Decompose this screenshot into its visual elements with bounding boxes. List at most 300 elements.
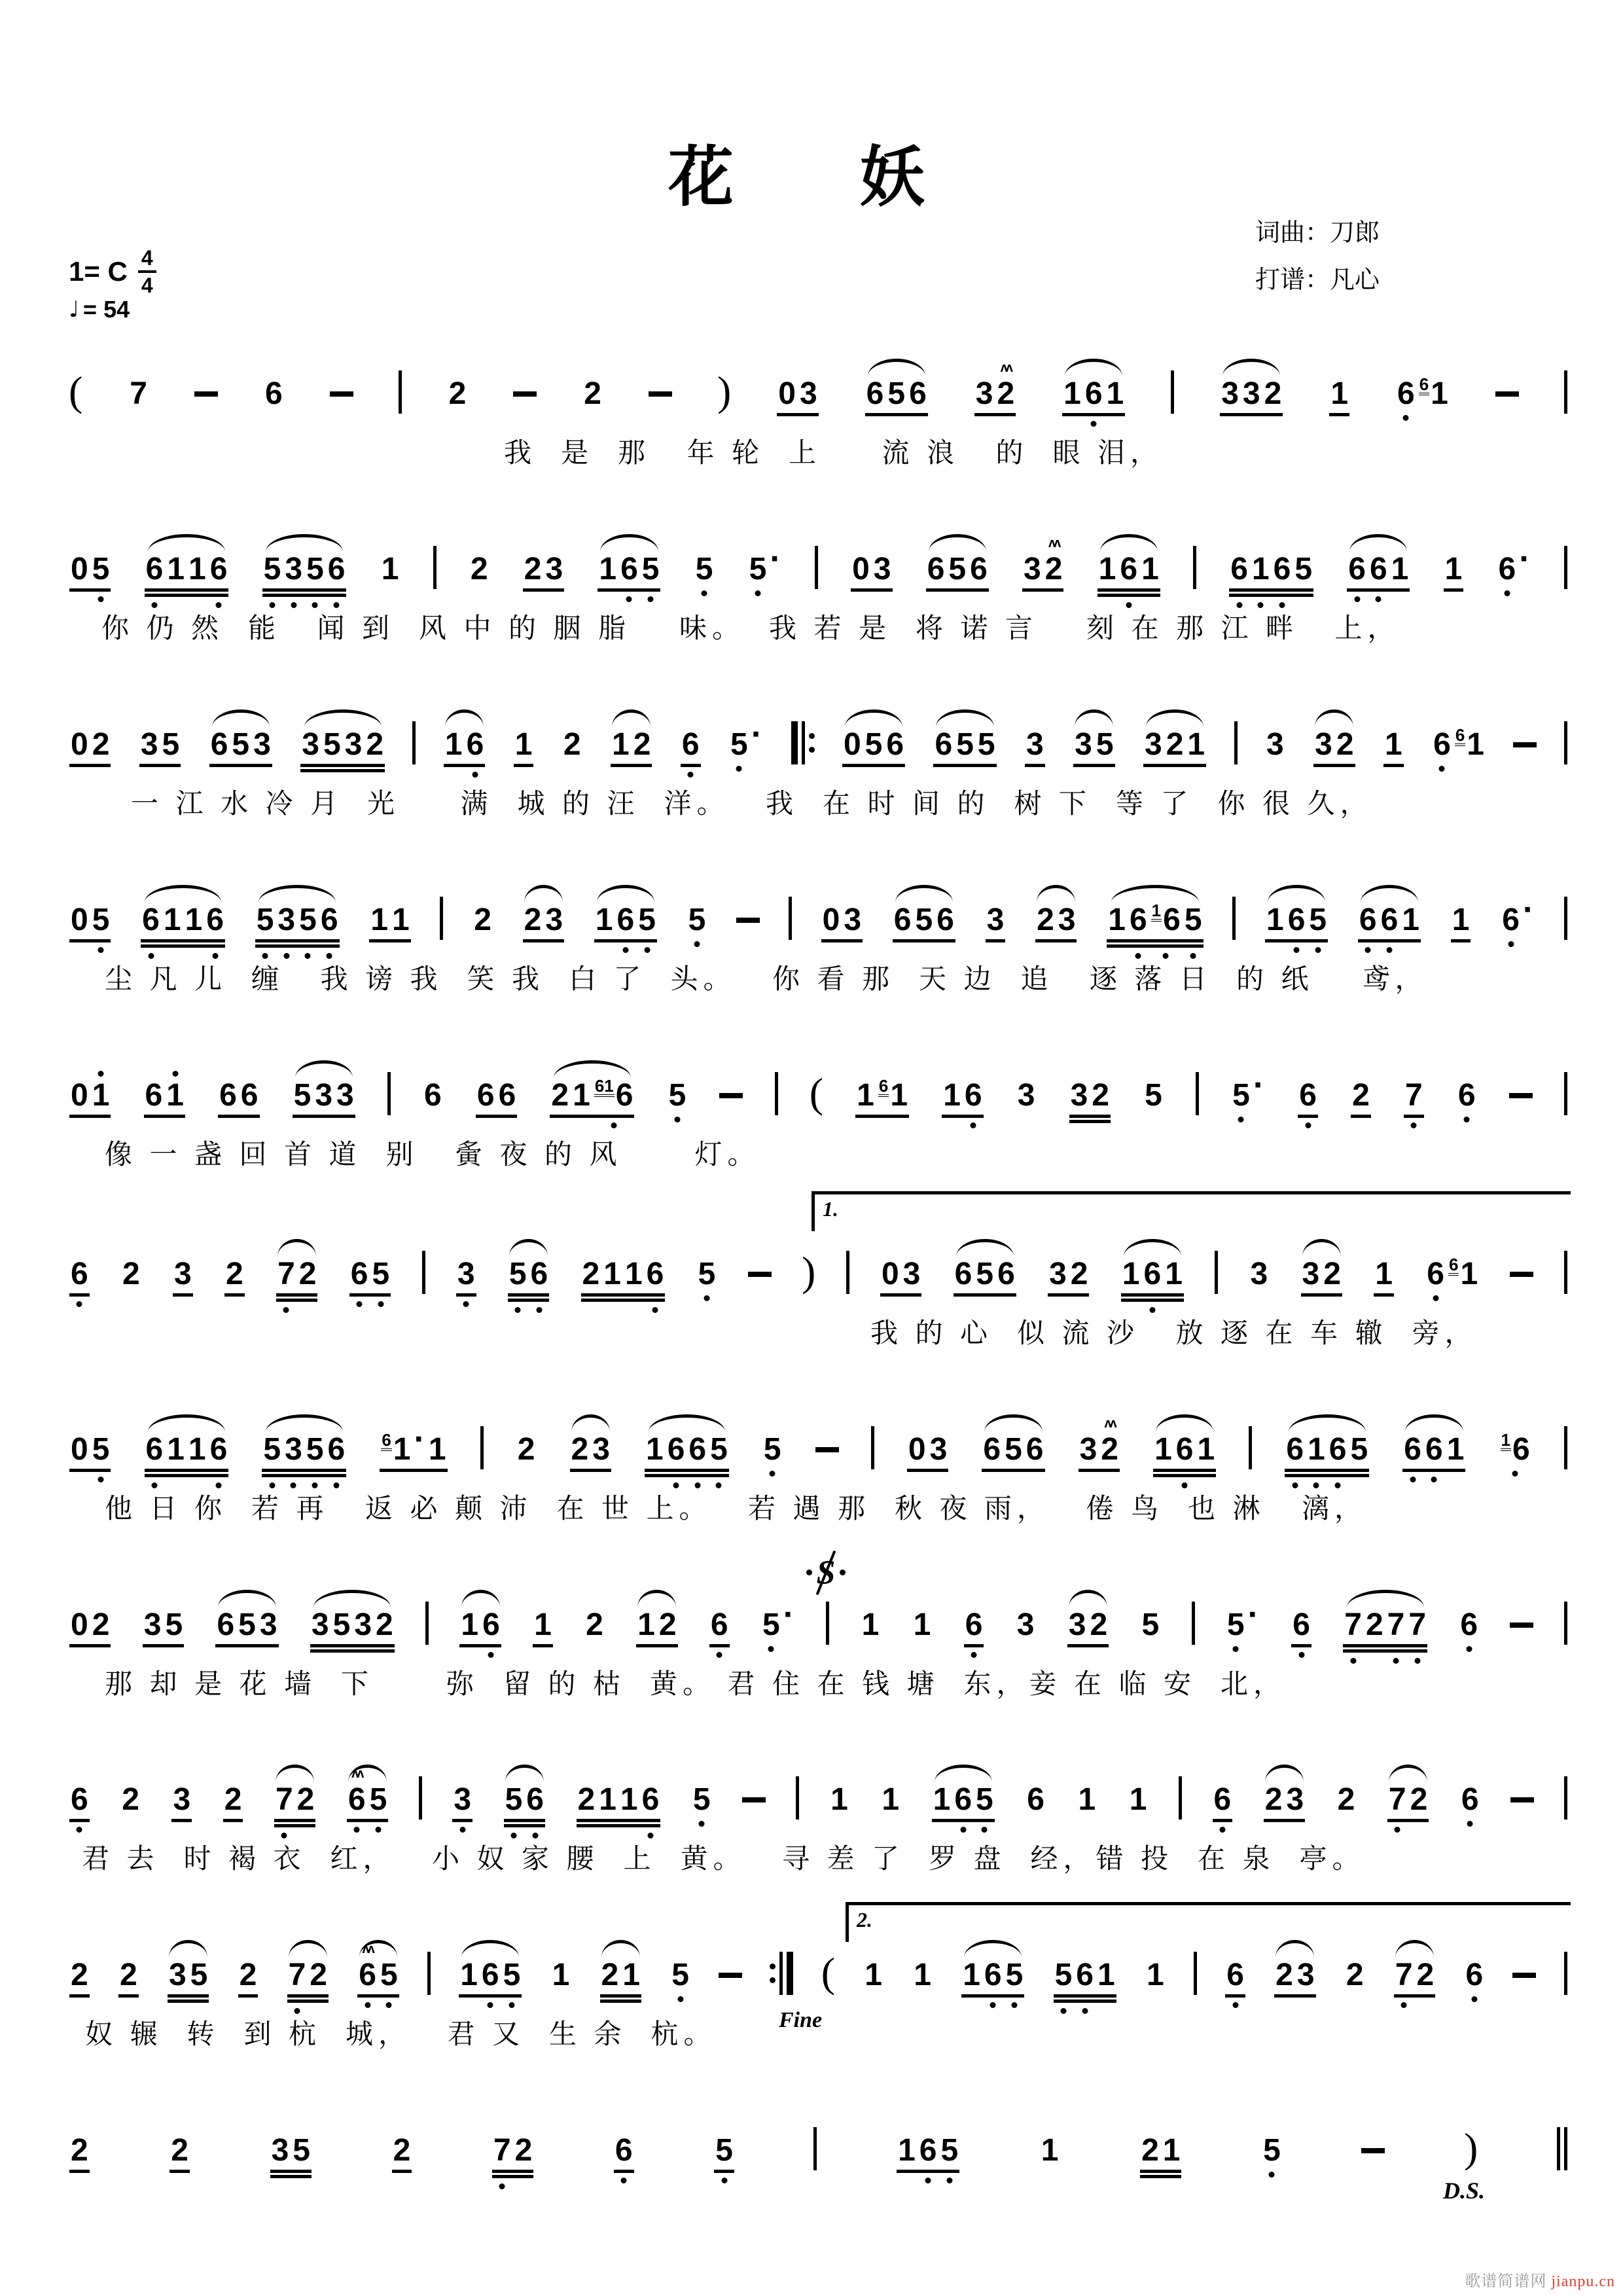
dash-rest	[736, 918, 760, 923]
note-group	[1212, 1784, 1234, 1816]
note: 1	[460, 1958, 478, 1992]
octave-dot-low	[1467, 1821, 1473, 1827]
note: 5	[323, 727, 341, 762]
note: 1	[933, 1782, 951, 1817]
note: 5	[304, 554, 326, 585]
notation-row	[69, 1767, 1567, 1816]
octave-dot-low	[716, 1482, 722, 1488]
note-group	[167, 1960, 209, 1991]
barline	[1564, 370, 1567, 414]
note: 3	[1024, 552, 1041, 586]
note: 1	[1444, 552, 1463, 586]
octave-dot-low	[291, 1482, 296, 1488]
note: 3	[302, 727, 319, 762]
note-group	[680, 729, 702, 761]
note-group	[1015, 1609, 1037, 1641]
music-system-8	[69, 1592, 1567, 1698]
note: 3	[354, 1607, 372, 1642]
note-group	[613, 2135, 635, 2166]
barline	[1196, 1072, 1199, 1115]
octave-dot-low	[1219, 1827, 1225, 1833]
note-group	[1225, 1598, 1260, 1641]
note: 1	[882, 1782, 900, 1817]
dash-rest	[513, 391, 537, 397]
notation-row	[69, 712, 1567, 761]
dash-rest	[1495, 391, 1519, 397]
note-group	[120, 1259, 142, 1290]
music-system-6	[69, 1242, 1567, 1348]
note: 5	[261, 1434, 283, 1465]
key-text: 1= C	[69, 256, 128, 287]
watermark-site: 歌谱简谱网	[1465, 2273, 1547, 2290]
note: 6 1	[1419, 374, 1448, 411]
note: 7	[276, 1259, 297, 1290]
barline	[815, 546, 818, 589]
octave-dot-low	[216, 602, 222, 608]
note: 1	[370, 903, 388, 937]
note-group	[169, 2135, 190, 2166]
note: 2	[470, 552, 488, 586]
note: 5	[90, 905, 112, 936]
barline	[770, 1952, 793, 1995]
note-group	[963, 1609, 985, 1641]
note: 2	[92, 727, 110, 762]
note: 6	[1431, 729, 1453, 761]
note: 1	[1162, 2133, 1181, 2168]
octave-dot-low	[626, 596, 632, 602]
octave-dot-low	[365, 2002, 370, 2008]
note-group	[842, 729, 906, 761]
note-group	[863, 1960, 884, 1991]
note: 2	[224, 1782, 242, 1817]
note: 5	[1183, 905, 1204, 936]
note: 6	[1463, 1960, 1485, 1991]
note: 1	[514, 727, 533, 762]
note: 1	[552, 1958, 570, 1992]
note-group	[1459, 1784, 1481, 1816]
note: 6	[208, 554, 230, 585]
note: 6	[204, 905, 226, 936]
note-group	[1053, 1960, 1117, 1991]
octave-dot-low	[212, 953, 218, 959]
dash-rest	[194, 391, 218, 397]
barline	[791, 721, 815, 764]
note: 6	[476, 1078, 495, 1113]
note: 6	[954, 1257, 972, 1291]
note: 6	[1128, 905, 1149, 936]
octave-dot-low	[1335, 1482, 1341, 1488]
note-group	[1499, 1430, 1532, 1467]
note: 6	[935, 727, 953, 762]
note: 2	[239, 1958, 257, 1992]
note: 0	[71, 1432, 88, 1467]
note: 2	[1337, 1782, 1355, 1817]
note-group	[892, 905, 956, 936]
note-group	[1061, 378, 1126, 410]
note-group	[762, 1434, 783, 1465]
note: 2	[563, 727, 581, 762]
note: 6	[963, 1080, 984, 1111]
note-group	[452, 1784, 473, 1816]
note: 6	[1456, 1080, 1478, 1111]
note-group	[380, 554, 401, 585]
note-group	[1383, 729, 1404, 761]
grace-note: 1	[1501, 1430, 1510, 1450]
note: 6	[618, 554, 640, 585]
note: 0	[71, 903, 88, 937]
note-group	[472, 905, 493, 936]
note: 6	[1224, 1960, 1246, 1991]
note-group	[1143, 1080, 1164, 1111]
time-signature	[138, 247, 156, 296]
note-group	[1106, 901, 1204, 937]
note: 5	[293, 1078, 312, 1113]
note: 5	[636, 905, 658, 936]
dash-rest	[742, 1797, 766, 1803]
octave-dot-low	[291, 602, 296, 608]
note: 6 ʌʌ	[346, 1784, 368, 1816]
lyrics-row: 那 却 是 花 墙 下 弥 留 的 枯 黄。 君 住 在 钱 塘 东，妾 在 临 安 北，	[105, 1670, 1287, 1700]
note-group	[513, 729, 535, 761]
note: 1	[603, 1257, 621, 1291]
note: 5	[728, 729, 750, 761]
lyrics-row: 一 江 水 冷 月 光 满 城 的 汪 洋。 我 在 时 间 的 树 下 等 了 你 很 久，	[131, 789, 1373, 819]
note-group	[933, 729, 997, 761]
notation-row	[69, 1942, 1567, 1996]
paren: )	[1463, 2125, 1478, 2171]
note-group	[262, 554, 348, 585]
note: 6	[997, 1257, 1015, 1291]
augmentation-dot: ·	[1519, 540, 1531, 578]
octave-dot-low	[960, 1827, 966, 1833]
note: 2	[1090, 1607, 1108, 1642]
volta-2-label: 2.	[857, 1908, 872, 1931]
notation-row	[69, 888, 1567, 936]
note-group	[821, 905, 863, 936]
note: 1	[1063, 376, 1081, 411]
note: 6	[144, 1434, 166, 1465]
note-group	[1152, 1434, 1217, 1465]
note: 5	[1004, 1960, 1026, 1991]
note: 1	[1452, 903, 1470, 937]
note: 0	[843, 727, 861, 762]
note-group	[569, 1434, 612, 1465]
note-group	[1139, 1609, 1161, 1641]
note-group	[287, 1960, 329, 1991]
note: 2	[1070, 1257, 1088, 1291]
note: 7	[130, 376, 147, 411]
octave-dot-low	[1258, 602, 1264, 608]
note-group	[1263, 1784, 1306, 1816]
note: 3	[173, 1782, 191, 1817]
dash-rest	[330, 391, 353, 397]
octave-dot-low	[1236, 602, 1242, 608]
note: 6	[1291, 1609, 1312, 1641]
note: 2	[122, 1257, 140, 1291]
note: 2	[393, 2133, 411, 2168]
note: 6	[208, 1434, 230, 1465]
note: 1	[1141, 552, 1159, 586]
barline	[1564, 1251, 1567, 1294]
note: 1	[391, 903, 410, 937]
note-group	[422, 1080, 444, 1111]
note: 5	[1294, 552, 1313, 586]
note-group	[346, 1767, 389, 1817]
note-group	[1346, 554, 1410, 585]
octave-dot-low	[1365, 947, 1371, 953]
note: 6	[264, 376, 283, 411]
note: 5	[687, 905, 708, 936]
note: 7	[491, 2135, 513, 2166]
note: 2	[310, 1958, 327, 1992]
note: 5	[713, 2135, 735, 2166]
note: 3	[592, 1432, 610, 1467]
note: 6	[210, 727, 228, 762]
volta-bracket-2	[846, 1902, 1571, 1942]
tempo-value: = 54	[83, 296, 130, 323]
barline	[1564, 721, 1567, 764]
repeat-dots	[770, 1954, 776, 1992]
note: 6	[952, 1784, 974, 1816]
note-group	[687, 905, 708, 936]
note: 5	[974, 1784, 995, 1816]
octave-dot-low	[334, 602, 340, 608]
barline	[826, 1602, 829, 1645]
note: 6	[1346, 554, 1368, 585]
note: 5	[507, 1259, 529, 1290]
note-group	[1297, 1080, 1319, 1111]
octave-dot-low	[1512, 1471, 1518, 1477]
note-group	[599, 1960, 642, 1991]
note: 2	[448, 376, 467, 411]
note-group	[1224, 1960, 1246, 1991]
note: 5	[232, 727, 250, 762]
barline	[480, 1426, 484, 1469]
volta-bracket-1	[812, 1191, 1571, 1231]
note-group	[760, 1598, 796, 1641]
octave-dot-low	[1238, 1117, 1244, 1122]
note-group	[1458, 1609, 1480, 1641]
note: 2	[1352, 1078, 1370, 1113]
note: 1	[857, 1078, 874, 1113]
music-system-1	[69, 361, 1567, 467]
octave-dot-low	[1376, 596, 1382, 602]
note: 1	[1402, 903, 1419, 937]
note: 1	[573, 1078, 590, 1113]
page-title: 花 妖	[668, 141, 955, 214]
note-group	[217, 1080, 260, 1111]
dash-rest	[649, 391, 672, 397]
octave-dot-low	[622, 947, 628, 953]
note: 5	[938, 2135, 960, 2166]
note: 5	[669, 1960, 691, 1991]
note: 3	[799, 376, 817, 411]
notation-row	[69, 361, 1567, 414]
note: 6	[1395, 378, 1417, 410]
octave-dot-low	[499, 2183, 505, 2189]
note-group	[209, 729, 273, 761]
segno-letter: S	[816, 1554, 836, 1592]
time-signature-top: 4	[138, 247, 156, 273]
note-group	[270, 2135, 312, 2166]
octave-dot-low	[98, 1477, 104, 1482]
note-group	[1035, 905, 1077, 936]
grace-note: 6	[1448, 1255, 1459, 1274]
note: 3	[1068, 1607, 1086, 1642]
note: 3	[311, 1607, 329, 1642]
note: 6	[326, 1434, 348, 1465]
note: 6	[319, 905, 340, 936]
note: 0	[71, 1607, 88, 1642]
note-group	[276, 1259, 318, 1290]
note-group	[69, 729, 111, 761]
note-group	[503, 1784, 546, 1816]
octave-dot-low	[946, 2178, 952, 2183]
note-group	[491, 2135, 534, 2166]
note: 6	[615, 905, 637, 936]
note: 6	[983, 1432, 1001, 1467]
octave-dot-low	[459, 1827, 465, 1833]
octave-dot-low	[148, 953, 154, 959]
note-group	[1274, 1960, 1316, 1991]
note: 2	[122, 1782, 139, 1817]
note-group	[118, 1960, 139, 1991]
note: 6	[1286, 905, 1308, 936]
note: 1	[1391, 552, 1409, 586]
note: 2	[71, 2133, 88, 2168]
note: 1	[1266, 903, 1284, 937]
note: 5	[887, 376, 906, 411]
note-group	[261, 1434, 347, 1465]
segno-dot-right	[840, 1570, 846, 1575]
octave-dot-low	[990, 2002, 996, 2008]
note: 6	[1074, 1960, 1096, 1991]
note: 2	[119, 1958, 137, 1992]
note: 1	[1330, 376, 1349, 411]
note: 6	[1500, 905, 1522, 936]
paren: (	[69, 368, 83, 414]
note-group	[1350, 1080, 1372, 1111]
note: 5	[1053, 1960, 1075, 1991]
note: 5	[762, 1434, 783, 1465]
note: 5	[1261, 2135, 1283, 2166]
music-system-2	[69, 537, 1567, 643]
note: 6	[424, 1078, 442, 1113]
note-group	[880, 1259, 922, 1290]
note: 3	[1242, 376, 1260, 411]
note-group	[549, 1076, 635, 1113]
note: 3	[143, 1607, 162, 1642]
note: 2	[1264, 1782, 1283, 1817]
barline	[1232, 897, 1236, 940]
note: 6 ʌʌ	[357, 1960, 378, 1991]
note: 2	[1264, 376, 1282, 411]
note-group	[443, 729, 486, 761]
note-group	[931, 1784, 995, 1816]
note: 5	[915, 903, 933, 937]
octave-dot-low	[1395, 1827, 1400, 1833]
octave-dot-low	[1149, 1307, 1155, 1313]
note: 6	[866, 376, 884, 411]
note-group	[522, 554, 565, 585]
octave-dot-low	[1294, 947, 1300, 953]
note: 5	[760, 1609, 782, 1641]
note: 6	[687, 1434, 708, 1465]
note: 6	[1497, 554, 1518, 585]
notation-row	[69, 1592, 1567, 1641]
note-group	[1500, 893, 1535, 936]
note: 2	[366, 727, 384, 762]
note: 3	[1296, 1958, 1315, 1992]
octave-dot-low	[755, 590, 760, 596]
mordent-icon: ʌʌ	[1104, 1416, 1115, 1431]
credit-notation: 打谱：凡心	[1255, 266, 1380, 295]
note-group	[912, 1960, 933, 1991]
octave-dot-low	[1393, 1658, 1399, 1664]
note-group	[171, 1784, 192, 1816]
note-group	[594, 905, 658, 936]
note: 6	[1083, 378, 1105, 410]
lyrics-row: 你 仍 然 能 闻 到 风 中 的 胭 脂 味。 我 若 是 将 诺 言 刻 在 那 江 畔 上，	[101, 614, 1400, 644]
barline	[427, 1952, 431, 1995]
note: 1	[1154, 1432, 1172, 1467]
note-group	[1264, 729, 1286, 761]
note-group	[829, 1784, 850, 1816]
note: 5	[503, 1784, 525, 1816]
note-group	[69, 905, 111, 936]
note: 3	[975, 376, 993, 411]
note: 5	[1005, 1432, 1022, 1467]
note: 2	[1037, 903, 1054, 937]
note-group	[953, 1259, 1017, 1290]
note: 2	[1346, 1958, 1364, 1992]
note: 6	[1027, 1782, 1044, 1817]
note-group	[1261, 2135, 1283, 2166]
note: 6	[1379, 905, 1400, 936]
note: 5	[667, 1080, 688, 1111]
note: 2	[1336, 727, 1354, 762]
note: 5	[694, 554, 715, 585]
note-group	[696, 1259, 718, 1290]
grace-note: 6	[878, 1076, 889, 1096]
note-group	[562, 729, 583, 761]
barline	[419, 1776, 422, 1820]
note: 1	[428, 1432, 446, 1467]
octave-dot-low	[702, 590, 707, 596]
note: 6	[69, 1259, 90, 1290]
credits-block	[1255, 209, 1380, 304]
note: 1	[637, 1607, 655, 1642]
octave-dot-low	[270, 602, 276, 608]
note-group	[215, 1609, 279, 1641]
note-group	[644, 1434, 730, 1465]
octave-dot-low	[98, 596, 104, 602]
note: 0	[822, 903, 840, 937]
dash-rest	[815, 1447, 839, 1452]
note-group	[255, 905, 340, 936]
augmentation-dot: ·	[1522, 891, 1535, 929]
note: 1	[534, 1607, 552, 1642]
octave-dot-low	[488, 2002, 493, 2008]
octave-dot-low	[1401, 2002, 1407, 2008]
note: 1 6	[1149, 905, 1183, 936]
octave-dot-low	[611, 1122, 616, 1128]
note-group	[1402, 1434, 1466, 1465]
note-group	[69, 2135, 90, 2166]
note-group	[1450, 905, 1472, 936]
octave-dot-low	[488, 1652, 494, 1658]
note-group	[224, 1259, 245, 1290]
